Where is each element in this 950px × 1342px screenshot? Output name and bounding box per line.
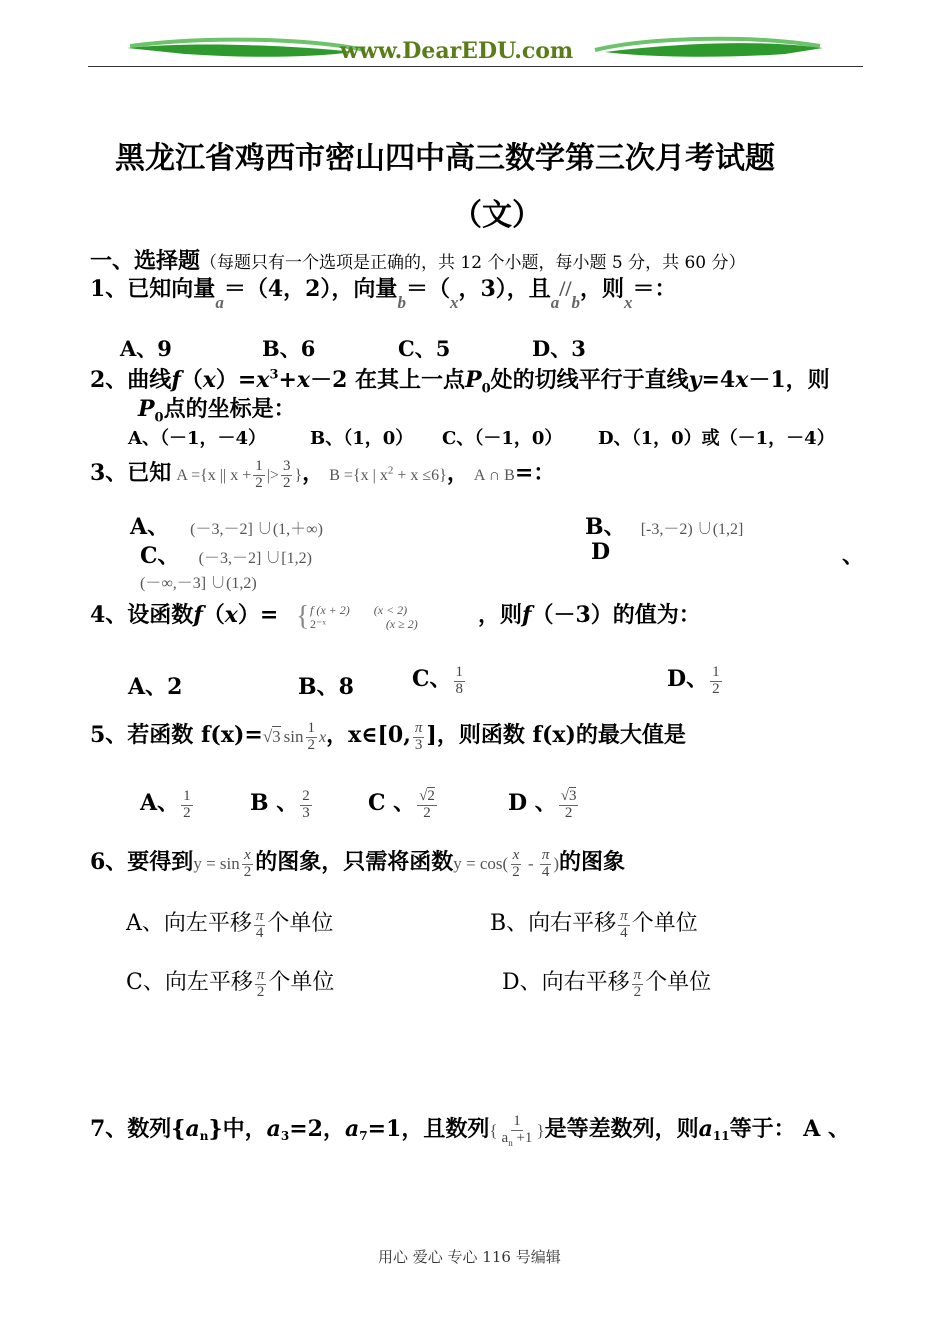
seq-a: a — [266, 1116, 281, 1142]
fraction: $\frac{\pi}{2}$ — [256, 967, 265, 1000]
question-3: 3、已知 A ={x || x + $\frac{1}{2}$ |> $\frac{3}{2}$ }， B ={x | $x^2 + x \le 6$}， A ∩ B=： — [90, 458, 556, 491]
option-label: A、 — [130, 514, 170, 540]
func-expr: y = sin — [193, 854, 240, 873]
page-title: 黑龙江省鸡西市密山四中高三数学第三次月考试题 — [115, 141, 775, 176]
question-7: 7、数列$\{a_n\}$中，$a_3=2$，$a_7=1$，且数列{ $\frac{1}{a_n +1}$ }是等差数列，则$a_{11}$等于： A 、 — [90, 1113, 850, 1149]
q6-option-b — [490, 906, 698, 942]
q2-text: －1，则 — [748, 367, 830, 393]
page-subtitle: （文） — [452, 198, 542, 233]
q2-text: =4 — [701, 367, 736, 393]
set-a-expr: |> — [266, 467, 279, 484]
q2-text: 处的切线平行于直线 — [490, 367, 689, 393]
question-6: 6、要得到y = sin $\frac{x}{2}$ 的图象，只需将函数y = cos( $\frac{x}{2}$ - $\frac{\pi}{4}$ )的图象 — [90, 847, 626, 880]
section-heading — [90, 244, 746, 275]
func-expr: y = cos( — [453, 854, 509, 873]
parallel-symbol: // — [559, 276, 572, 301]
q3-text: 3、已知 — [90, 460, 172, 486]
fraction: $\frac{√2}{2}$ — [419, 788, 435, 821]
cond-1: (x < 2) — [373, 603, 408, 617]
q3-option-d-label: D — [591, 539, 611, 565]
q7-text: }中， — [208, 1116, 267, 1142]
point-p: P — [465, 367, 482, 393]
q4-text: （ — [202, 602, 225, 628]
func-f: f — [171, 367, 181, 393]
q1-text: ＝（ — [405, 276, 450, 302]
q6-option-c — [126, 965, 334, 1001]
q1-text: 1、已知向量 — [90, 276, 216, 302]
fraction: $\frac{\pi}{4}$ — [541, 847, 550, 880]
subscript: 0 — [481, 381, 491, 397]
question-1 — [90, 272, 677, 312]
seq-a: a — [185, 1116, 200, 1142]
fraction: $\frac{x}{2}$ — [512, 847, 520, 880]
q3-option-b — [585, 510, 743, 541]
q2-text: －2 在其上一点 — [310, 367, 466, 393]
q1-option-d: D、3 — [532, 336, 586, 361]
option-text: D、向右平移 — [502, 970, 630, 995]
q7-text: =1，且数列 — [367, 1116, 490, 1142]
q7-text: =2， — [289, 1116, 345, 1142]
q2-option-d: D、（1，0）或（－1，－4） — [598, 428, 835, 449]
question-4 — [90, 598, 278, 629]
q5-text: 5、若函数 f(x)= — [90, 722, 263, 748]
q2-option-a: A、（－1，－4） — [128, 428, 267, 449]
fraction: $\frac{1}{2}$ — [307, 720, 315, 753]
fraction: $\frac{x}{2}$ — [243, 847, 252, 880]
fraction: $\frac{\pi}{4}$ — [620, 908, 628, 941]
q5-option-c — [368, 786, 439, 822]
header-rule — [88, 66, 863, 67]
q2-text: 点的坐标是： — [163, 396, 296, 422]
option-value: (－3,－2] ∪(1,＋∞) — [190, 521, 323, 538]
vector-a: a — [215, 293, 224, 312]
fraction: $\frac{\pi}{4}$ — [255, 908, 264, 941]
option-text: 个单位 — [631, 911, 698, 936]
radicand: 3 — [272, 727, 281, 746]
variable-x: x — [624, 293, 633, 312]
q7-text: 7、数列{ — [90, 1116, 186, 1142]
q6-option-a — [126, 906, 333, 942]
question-5: 5、若函数 f(x)=√3 sin $\frac{1}{2}$ x，x∈[0, $\frac{\pi}{3}$ ]，则函数 f(x)的最大值是 — [90, 720, 686, 753]
set-b-expr: + x ≤6} — [393, 467, 447, 484]
option-text: 个单位 — [645, 970, 712, 995]
q1-option-b: B、6 — [262, 336, 316, 361]
q2-text: + — [278, 367, 297, 393]
vector-b: b — [571, 293, 580, 312]
option-label: D 、 — [508, 790, 557, 816]
question-2-cont — [138, 392, 296, 425]
section-heading-text: 一、选择题 — [90, 248, 201, 274]
option-label: C、 — [412, 666, 452, 692]
q5-text: ]，则函数 f(x)的最大值是 — [426, 722, 686, 748]
fraction: $\frac{\pi}{2}$ — [633, 967, 642, 1000]
q6-text: 的图象，只需将函数 — [255, 849, 454, 875]
var-x: x — [256, 367, 270, 393]
q1-option-a: A、9 — [120, 336, 172, 361]
option-text: C、向左平移 — [126, 970, 253, 995]
vector-a: a — [550, 293, 560, 312]
q4-text: 4、设函数 — [90, 602, 194, 628]
option-label: C 、 — [368, 790, 416, 816]
point-p: P — [138, 396, 155, 422]
var-x: x — [224, 602, 238, 628]
option-label: A、 — [140, 790, 180, 816]
fraction: $\frac{2}{3}$ — [302, 788, 310, 821]
seq-a: a — [698, 1116, 713, 1142]
variable-x: x — [449, 293, 459, 312]
q1-option-c: C、5 — [398, 336, 451, 361]
fraction: $\frac{1}{2}$ — [712, 664, 720, 697]
q5-option-b — [250, 786, 314, 822]
q4-text: ，则 — [478, 602, 523, 628]
case-1: f (x + 2) — [310, 603, 350, 617]
page-footer: 用心 爱心 专心 116 号编辑 — [378, 1248, 561, 1266]
func-f: f — [522, 602, 532, 628]
q3-option-c — [140, 539, 312, 570]
q1-text: ，则 — [580, 276, 625, 302]
question-2: 2、曲线$f(x)=x^3+x-2$ 在其上一点$P_0$处的切线平行于直线y=4x－1，则 — [90, 367, 830, 397]
option-value: [-3,－2) ∪(1,2] — [640, 521, 744, 538]
q2-option-b: B、（1，0） — [310, 428, 414, 449]
q2-text: 2、曲线 — [90, 367, 172, 393]
fraction: $\frac{1}{2}$ — [255, 458, 263, 491]
q5-text: ，x∈[0, — [326, 722, 411, 748]
fraction: $\frac{1}{a_n +1}$ — [501, 1113, 533, 1149]
q4-text: ）= — [237, 602, 279, 628]
option-label: C、 — [140, 543, 180, 569]
q4-text: （－3）的值为： — [531, 602, 701, 628]
q3-text: =： — [514, 460, 556, 486]
question-4-cont — [478, 598, 701, 629]
site-logo-text: www.DearEDU.com — [340, 38, 574, 64]
subscript: 0 — [154, 410, 164, 426]
q3-option-d-value: (－∞,－3] ∪(1,2) — [140, 575, 257, 592]
q4-option-b: B、8 — [298, 674, 354, 700]
func-f: f — [193, 602, 203, 628]
q5-option-a — [140, 786, 195, 822]
sin-func: sin — [283, 727, 304, 746]
option-text: A、向左平移 — [126, 911, 252, 936]
seq-a: a — [345, 1116, 360, 1142]
q7-text: 是等差数列，则 — [544, 1116, 699, 1142]
q5-option-d — [508, 786, 580, 822]
fraction: $\frac{√3}{2}$ — [560, 788, 577, 821]
q4-option-c — [412, 662, 467, 698]
q7-text: 等于： A 、 — [729, 1116, 850, 1142]
q1-text: ＝： — [632, 276, 677, 302]
intersection-expr: A ∩ B — [473, 467, 515, 484]
option-value: (－3,－2] ∪[1,2) — [198, 550, 312, 567]
section-note: （每题只有一个选项是正确的，共 12 个小题，每小题 5 分，共 60 分） — [200, 253, 746, 273]
var-x: x — [202, 367, 216, 393]
q6-option-d — [502, 965, 711, 1001]
q3-option-a — [130, 510, 323, 541]
option-text: 个单位 — [268, 970, 335, 995]
q1-text: ＝（4，2），向量 — [223, 276, 398, 302]
cond-2: (x ≥ 2) — [385, 617, 418, 631]
q6-text: 的图象 — [559, 849, 626, 875]
q3-option-d-sep: 、 — [842, 543, 865, 569]
fraction: $\frac{3}{2}$ — [282, 458, 291, 491]
q4-option-d — [667, 662, 724, 698]
var-y: y — [688, 367, 702, 393]
q4-option-a: A、2 — [128, 674, 183, 700]
fraction: $\frac{\pi}{3}$ — [414, 720, 423, 753]
option-label: D、 — [667, 666, 709, 692]
option-text: B、向右平移 — [490, 911, 617, 936]
case-2: 2⁻ˣ — [310, 617, 326, 631]
vector-b: b — [397, 293, 406, 312]
piecewise-function: { f (x + 2) (x < 2) 2⁻ˣ (x ≥ 2) — [296, 601, 418, 632]
q2-option-c: C、（－1，0） — [442, 428, 563, 449]
option-label: B、 — [585, 514, 626, 540]
option-text: 个单位 — [267, 911, 334, 936]
var-x: x — [735, 367, 749, 393]
set-a-expr: A ={x || x + — [176, 467, 252, 484]
q2-text: （ — [180, 367, 203, 393]
var-x: x — [296, 367, 311, 393]
q2-text: ）= — [215, 367, 257, 393]
q1-text: ，3），且 — [458, 276, 551, 302]
option-label: B 、 — [250, 790, 299, 816]
fraction: $\frac{1}{8}$ — [455, 664, 464, 697]
fraction: $\frac{1}{2}$ — [183, 788, 191, 821]
set-b-expr: B ={x | x — [329, 467, 388, 484]
var-x: x — [319, 729, 327, 746]
q6-text: 6、要得到 — [90, 849, 194, 875]
